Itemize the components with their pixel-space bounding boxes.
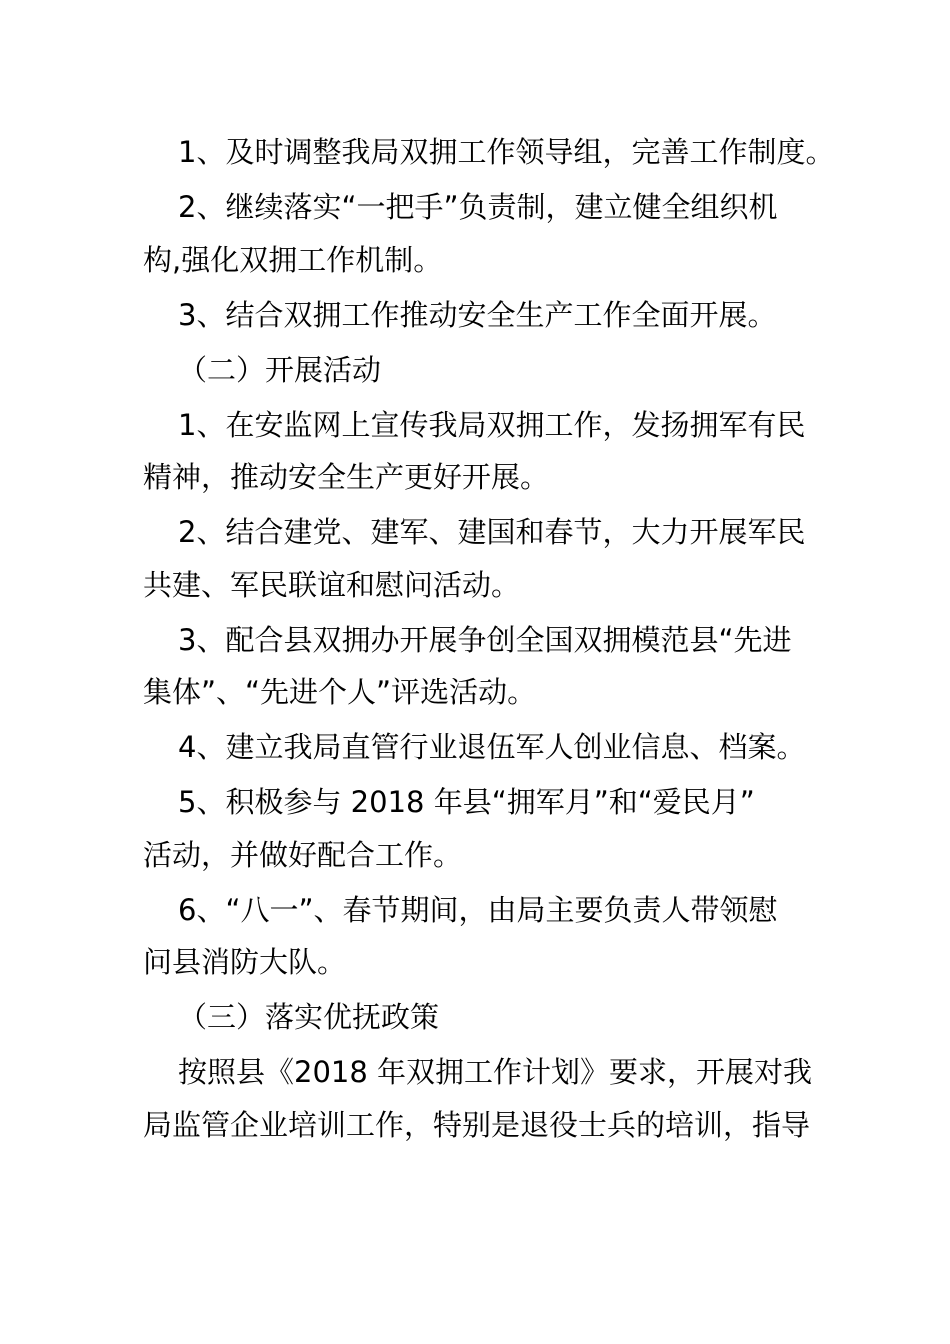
paragraph-8	[143, 776, 813, 881]
paragraph-line: 按照县《2018 年双拥工作计划》要求，开展对我	[178, 1055, 813, 1089]
paragraph-line: 精神，推动安全生产更好开展。	[143, 460, 550, 494]
paragraph-line: 5、积极参与 2018 年县“拥军月”和“爱民月”	[178, 785, 755, 819]
paragraph-line: 6、“八一”、春节期间，由局主要负责人带领慰	[178, 892, 778, 927]
paragraph-6	[143, 614, 813, 719]
paragraph-line: 局监管企业培训工作，特别是退役士兵的培训，指导	[143, 1107, 811, 1142]
paragraph-1	[143, 126, 835, 179]
heading-text: （三）落实优抚政策	[178, 1000, 440, 1034]
paragraph-line: 1、在安监网上宣传我局双拥工作，发扬拥军有民	[178, 407, 806, 442]
paragraph-line: 4、建立我局直管行业退伍军人创业信息、档案。	[178, 730, 806, 764]
paragraph-4	[143, 399, 813, 504]
paragraph-line: 构,强化双拥工作机制。	[143, 242, 443, 277]
paragraph-line: 活动，并做好配合工作。	[143, 837, 463, 872]
paragraph-line: 问县消防大队。	[143, 945, 347, 979]
paragraph-2	[143, 181, 813, 286]
document-body	[143, 126, 835, 1154]
paragraph-line: 集体”、“先进个人”评选活动。	[143, 675, 537, 709]
paragraph-line: 共建、军民联谊和慰问活动。	[143, 567, 521, 602]
paragraph-line: 2、结合建党、建军、建国和春节，大力开展军民	[178, 515, 806, 549]
paragraph-5	[143, 506, 813, 611]
section-heading-policies	[143, 991, 813, 1044]
paragraph-7	[143, 721, 813, 774]
paragraph-line: 1、及时调整我局双拥工作领导组，完善工作制度。	[178, 135, 835, 169]
paragraph-line: 3、配合县双拥办开展争创全国双拥模范县“先进	[178, 622, 792, 657]
paragraph-9	[143, 884, 813, 989]
paragraph-line: 3、结合双拥工作推动安全生产工作全面开展。	[178, 297, 777, 332]
paragraph-10	[143, 1046, 813, 1151]
paragraph-line: 2、继续落实“一把手”负责制，建立健全组织机	[178, 190, 778, 224]
paragraph-3	[143, 289, 813, 342]
section-heading-activities	[143, 344, 813, 397]
heading-text: （二）开展活动	[178, 352, 382, 387]
